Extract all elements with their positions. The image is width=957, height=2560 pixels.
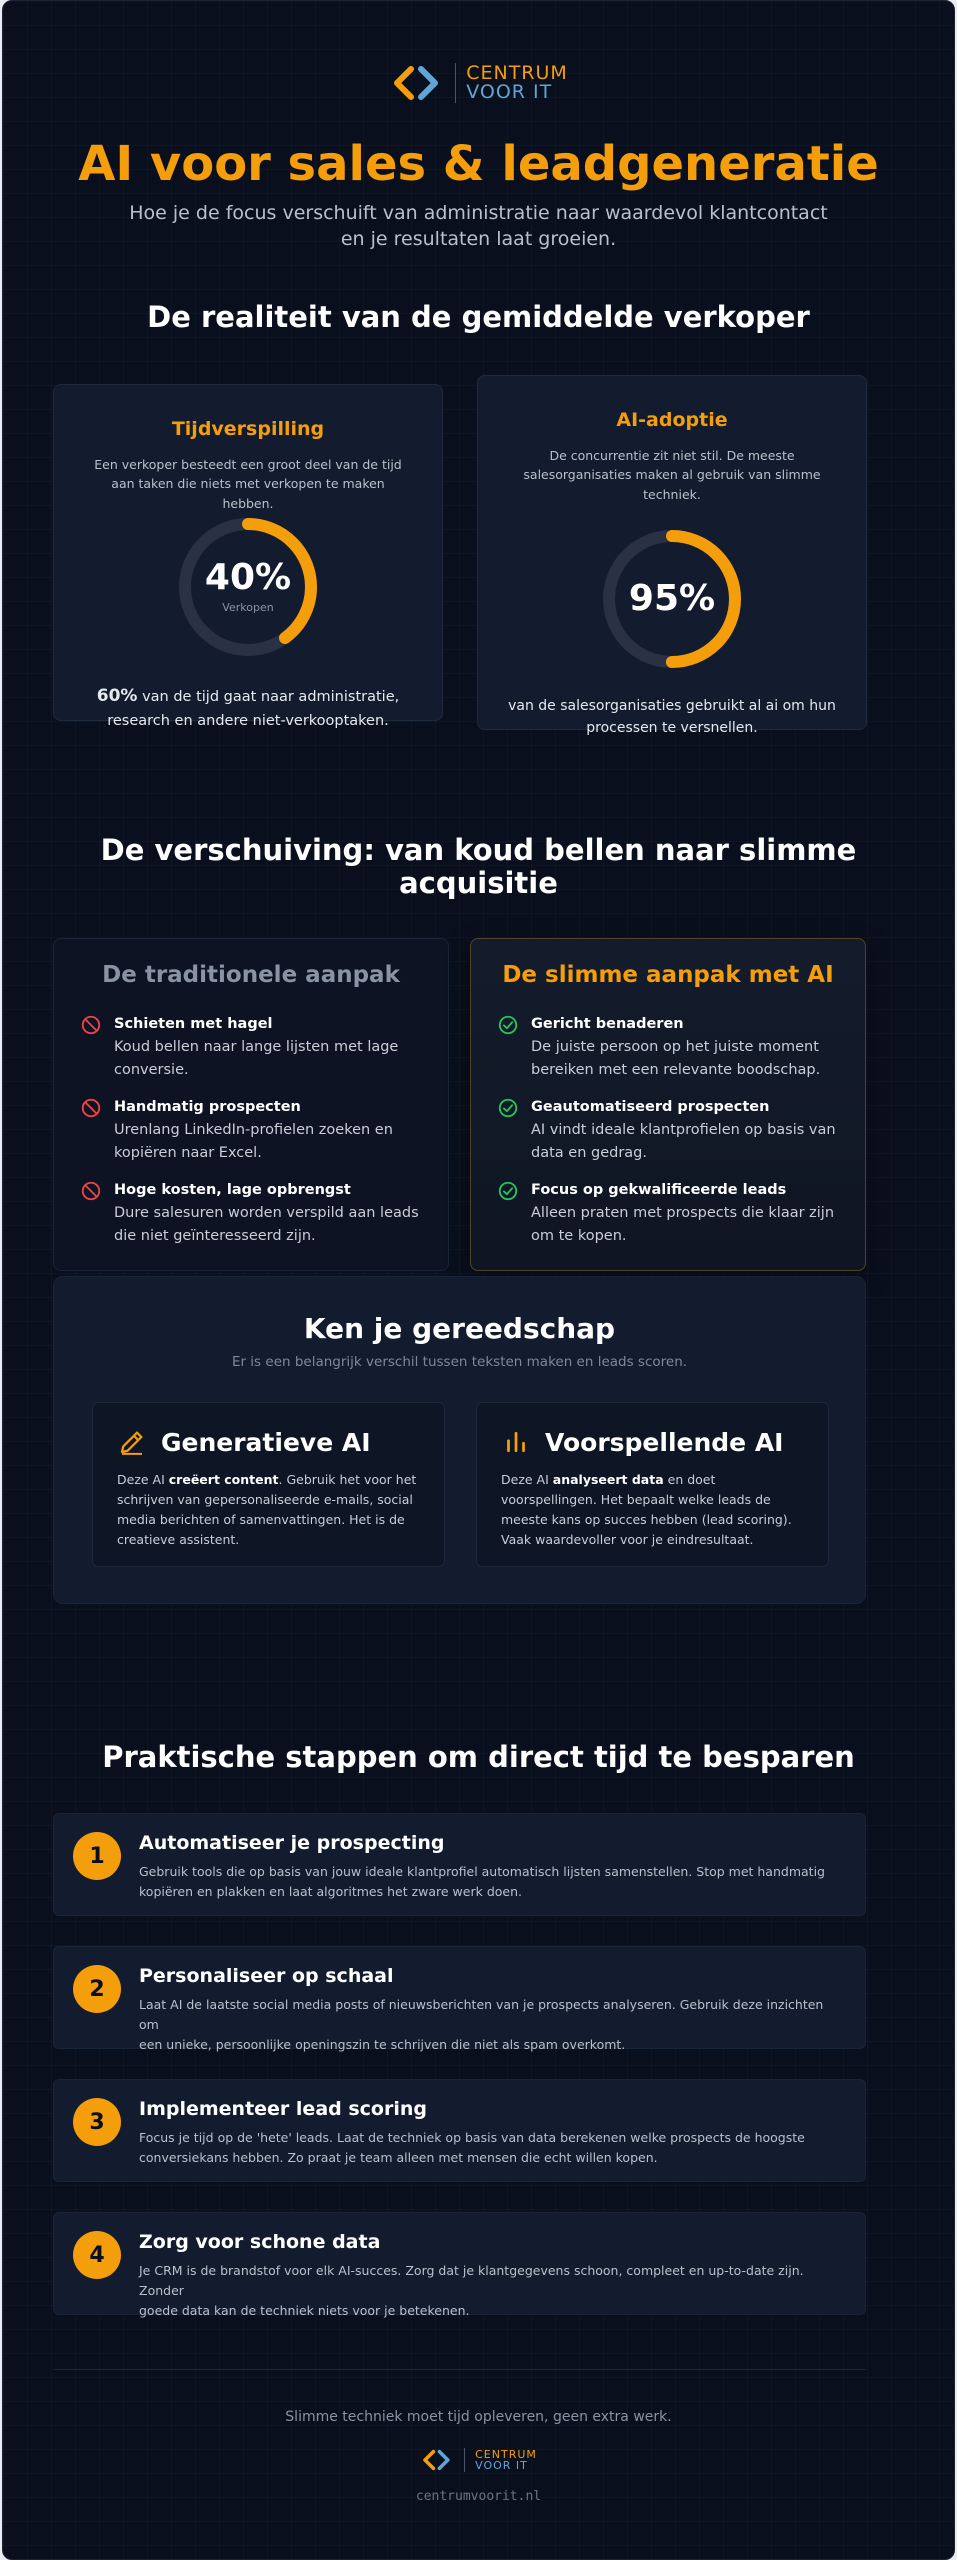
- item-line: om te kopen.: [531, 1228, 627, 1245]
- step-title: Personaliseer op schaal: [139, 1965, 394, 1987]
- item-line: die niet geïnteresseerd zijn.: [114, 1228, 316, 1245]
- tool-card-generative: [92, 1402, 445, 1567]
- tool-title: Voorspellende AI: [545, 1427, 784, 1457]
- desc-line: salesorganisaties maken al gebruik van slimme: [523, 467, 821, 483]
- list-item: [80, 1096, 428, 1166]
- list-item: [497, 1179, 845, 1249]
- desc-text: Deze AI: [117, 1472, 169, 1487]
- tool-card-predictive: [476, 1402, 829, 1567]
- step-card: [53, 2212, 866, 2318]
- logo-separator: [464, 2448, 465, 2472]
- logo-line-1: CENTRUM: [466, 62, 568, 84]
- step-card: [53, 1946, 866, 2052]
- page-subtitle: [3, 201, 954, 252]
- step-number: 1: [73, 1832, 121, 1880]
- brand-logo: [3, 63, 954, 103]
- desc-line: Je CRM is de brandstof voor elk AI-succes. Zorg dat je klantgegevens schoon, compleet en up-to-date zijn. Zonder: [139, 2263, 804, 2298]
- list-item: [80, 1013, 428, 1083]
- desc-line: De concurrentie zit niet stil. De meeste: [549, 448, 795, 463]
- item-line: Alleen praten met prospects die klaar zijn: [531, 1205, 835, 1222]
- tools-title: Ken je gereedschap: [303, 1312, 616, 1345]
- desc-line: Vaak waardevoller voor je eindresultaat.: [501, 1532, 754, 1547]
- desc-text: en doet: [663, 1472, 716, 1487]
- desc-line: voorspellingen. Het bepaalt welke leads de: [501, 1492, 771, 1507]
- ban-icon: [80, 1180, 102, 1202]
- item-line: De juiste persoon op het juiste moment: [531, 1039, 819, 1056]
- desc-line: een unieke, persoonlijke openingszin te schrijven die niet als spam overkomt.: [139, 2037, 626, 2052]
- item-line: bereiken met een relevante boodschap.: [531, 1062, 821, 1079]
- tools-subtitle: Er is een belangrijk verschil tussen teksten maken en leads scoren.: [231, 1354, 688, 1370]
- stat-card-adoption: [477, 375, 867, 737]
- item-line: data en gedrag.: [531, 1145, 647, 1162]
- foot-line: research en andere niet-verkooptaken.: [107, 713, 389, 730]
- item-title: Geautomatiseerd prospecten: [531, 1099, 770, 1115]
- gauge-value: 40%: [204, 557, 292, 598]
- subtitle-line-2: en je resultaten laat groeien.: [340, 227, 617, 250]
- title-line: acquisitie: [399, 866, 558, 901]
- item-line: Urenlang LinkedIn-profielen zoeken en: [114, 1122, 393, 1139]
- desc-line: kopiëren en plakken en laat algoritmes het zware werk doen.: [139, 1884, 522, 1899]
- ban-icon: [80, 1014, 102, 1036]
- logo-separator: [455, 63, 456, 103]
- step-title: Zorg voor schone data: [139, 2231, 381, 2253]
- logo-text: [466, 64, 568, 102]
- desc-highlight: analyseert data: [552, 1472, 664, 1487]
- footer-url[interactable]: centrumvoorit.nl: [415, 2489, 542, 2504]
- step-title: Automatiseer je prospecting: [139, 1832, 445, 1854]
- item-title: Gericht benaderen: [531, 1016, 684, 1032]
- item-line: Dure salesuren worden verspild aan leads: [114, 1205, 419, 1222]
- item-title: Hoge kosten, lage opbrengst: [114, 1182, 351, 1198]
- pencil-icon: [117, 1427, 147, 1457]
- footer-logo: [3, 2448, 954, 2472]
- desc-line: goede data kan de techniek niets voor je betekenen.: [139, 2303, 470, 2318]
- desc-line: schrijven van gepersonaliseerde e-mails, social: [117, 1492, 413, 1507]
- stat-card-footnote: [498, 695, 846, 740]
- tool-title: Generatieve AI: [161, 1427, 371, 1457]
- gauge-label: Verkopen: [222, 601, 274, 614]
- tool-description: [501, 1470, 806, 1550]
- item-line: conversie.: [114, 1062, 189, 1079]
- desc-line: meeste kans op succes hebben (lead scoring).: [501, 1512, 792, 1527]
- code-brackets-icon: [389, 63, 445, 103]
- foot-line: van de salesorganisaties gebruikt al ai om hun: [508, 698, 836, 714]
- item-title: Schieten met hagel: [114, 1016, 273, 1032]
- tool-heading: [501, 1427, 784, 1457]
- desc-highlight: creëert content: [168, 1472, 279, 1487]
- desc-line: conversiekans hebben. Zo praat je team alleen met mensen die echt willen kopen.: [139, 2150, 658, 2165]
- stat-card-description: [518, 446, 826, 504]
- foot-line: processen te versnellen.: [586, 720, 758, 737]
- check-circle-icon: [497, 1097, 519, 1119]
- step-number: 2: [73, 1965, 121, 2013]
- check-circle-icon: [497, 1014, 519, 1036]
- bar-chart-icon: [501, 1427, 531, 1457]
- footer-tagline: Slimme techniek moet tijd opleveren, geen extra werk.: [285, 2409, 672, 2425]
- item-title: Handmatig prospecten: [114, 1099, 301, 1115]
- stat-card-description: [84, 455, 412, 513]
- infographic-page: [2, 0, 955, 2560]
- stat-card-time: [53, 384, 443, 730]
- stat-card-title: AI-adoptie: [616, 409, 728, 431]
- step-description: [139, 2261, 839, 2321]
- step-description: [139, 2128, 839, 2168]
- ban-icon: [80, 1097, 102, 1119]
- item-line: AI vindt ideale klantprofielen op basis van: [531, 1122, 836, 1139]
- list-item: [497, 1013, 845, 1083]
- step-number: 4: [73, 2231, 121, 2279]
- footer-divider: [53, 2369, 866, 2370]
- footnote-highlight: 60%: [96, 686, 138, 706]
- gauge-value: 95%: [628, 578, 716, 619]
- stat-card-title: Tijdverspilling: [171, 418, 325, 440]
- logo-line-2: VOOR IT: [475, 2459, 528, 2472]
- desc-line: media berichten of samenvattingen. Het is de: [117, 1512, 405, 1527]
- logo-line-1: CENTRUM: [475, 2448, 537, 2461]
- tool-description: [117, 1470, 422, 1550]
- tool-heading: [117, 1427, 371, 1457]
- subtitle-line-1: Hoe je de focus verschuift van administratie naar waardevol klantcontact: [129, 202, 828, 224]
- step-title: Implementeer lead scoring: [139, 2098, 427, 2120]
- desc-line: Laat AI de laatste social media posts of nieuwsberichten van je prospects analyseren. Gebruik deze inzichten om: [139, 1997, 824, 2032]
- tools-panel: [53, 1276, 866, 1604]
- desc-text: Deze AI: [501, 1472, 553, 1487]
- step-number: 3: [73, 2098, 121, 2146]
- logo-line-2: VOOR IT: [466, 81, 553, 103]
- stat-card-footnote: [74, 683, 422, 733]
- foot-line: van de tijd gaat naar administratie,: [137, 689, 400, 705]
- desc-line: creatieve assistent.: [117, 1532, 240, 1547]
- approach-title: De slimme aanpak met AI: [502, 962, 834, 988]
- check-circle-icon: [497, 1180, 519, 1202]
- list-item: [80, 1179, 428, 1249]
- page-title: AI voor sales & leadgeneratie: [78, 136, 879, 192]
- title-line: De verschuiving: van koud bellen naar slimme: [100, 833, 857, 867]
- step-card: [53, 1813, 866, 1916]
- desc-line: Focus je tijd op de 'hete' leads. Laat de techniek op basis van data berekenen welke prospects de hoogste: [139, 2130, 805, 2145]
- step-card: [53, 2079, 866, 2182]
- item-line: kopiëren naar Excel.: [114, 1145, 262, 1162]
- reality-section-title: De realiteit van de gemiddelde verkoper: [147, 300, 810, 334]
- desc-line: aan taken die niets met verkopen te maken hebben.: [111, 476, 385, 511]
- steps-section-title: Praktische stappen om direct tijd te besparen: [102, 1740, 855, 1774]
- shift-section-title: [3, 834, 954, 901]
- approach-title: De traditionele aanpak: [102, 962, 400, 988]
- desc-line: Gebruik tools die op basis van jouw ideale klantprofiel automatisch lijsten samenstellen. Stop met handmatig: [139, 1864, 825, 1879]
- list-item: [497, 1096, 845, 1166]
- traditional-approach-card: [53, 938, 449, 1271]
- desc-text: . Gebruik het voor het: [278, 1472, 417, 1487]
- item-title: Focus op gekwalificeerde leads: [531, 1182, 787, 1198]
- step-description: [139, 1862, 839, 1902]
- desc-line: Een verkoper besteedt een groot deel van de tijd: [94, 457, 402, 472]
- step-description: [139, 1995, 839, 2055]
- item-line: Koud bellen naar lange lijsten met lage: [114, 1039, 399, 1056]
- logo-text: [475, 2449, 537, 2471]
- smart-approach-card: [470, 938, 866, 1271]
- code-brackets-icon: [420, 2448, 454, 2472]
- desc-line: techniek.: [643, 486, 701, 502]
